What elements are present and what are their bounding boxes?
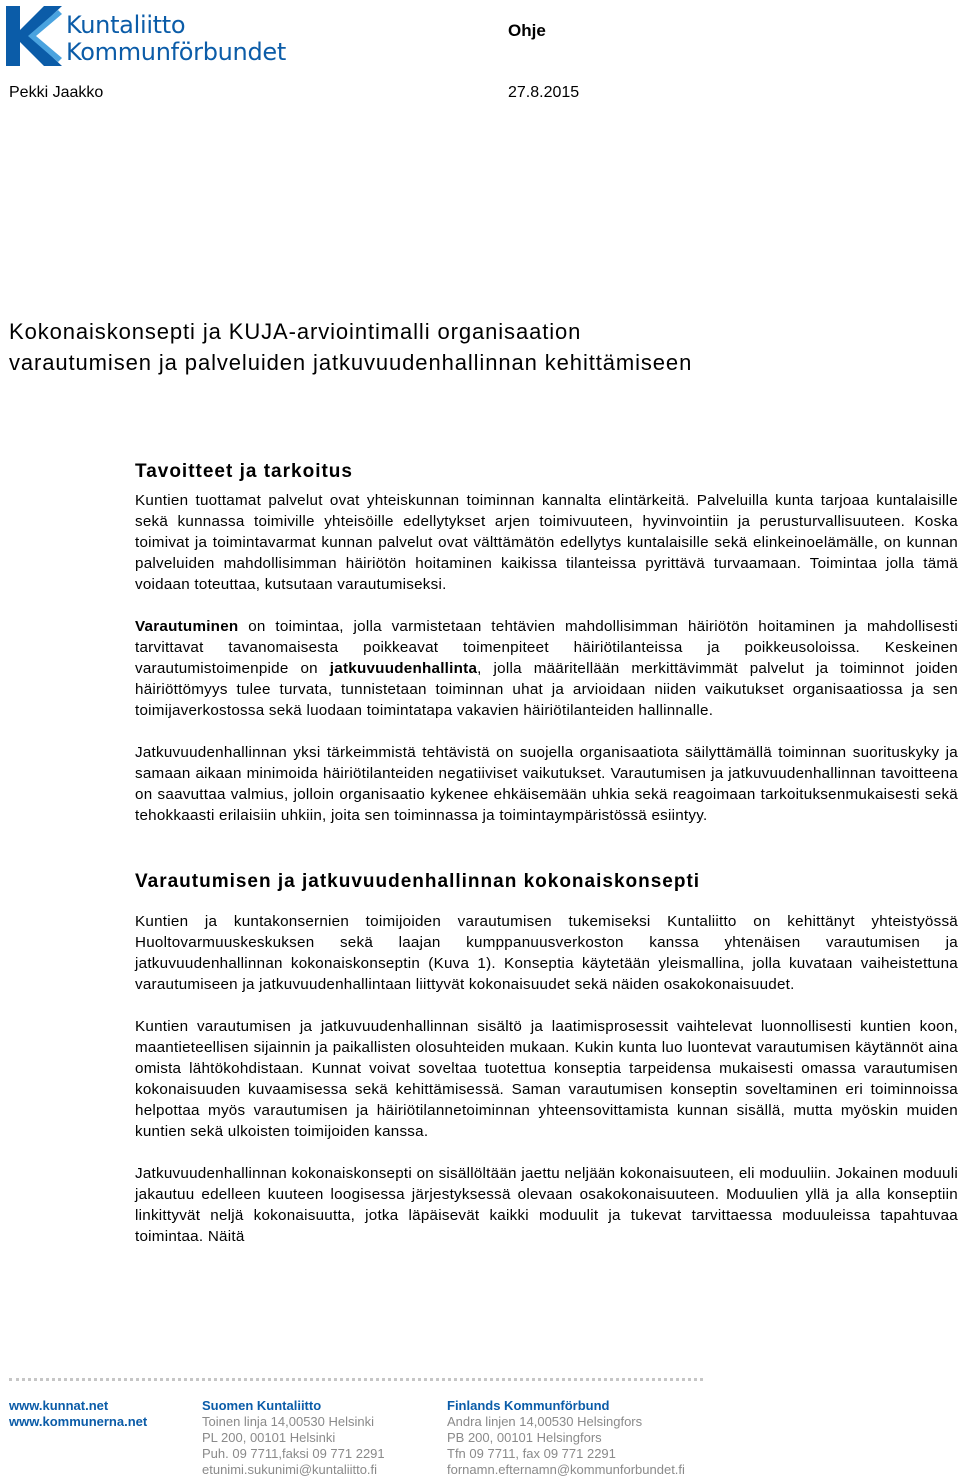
paragraph-concept-2: Kuntien varautumisen ja jatkuvuudenhallinnan sisältö ja laatimisprosessit vaihtelevat luonnollisesti kuntien koon, maantieteellisen sijainnin ja paikallisten olosuhteiden mukaan. Kukin kunta luo luontevat varautumisen käytännöt aina omista lähtökohdistaan. Kunnat voivat soveltaa tuotettua konseptia tarpeidensa mukaisesti omassa varautumisen kokonaisuuden kuvaamisessa sekä kehittämisessä. Saman varautumisen konseptin soveltaminen eri toiminnoissa helpottaa myös varautumisen ja häiriötilannetoiminnan yhteensovittamista kunnan sisällä, mutta myöskin muiden kuntien sekä ulkoisten toimijoiden kanssa. — [135, 1018, 958, 1140]
footer-phone-sv: Tfn 09 7711, fax 09 771 2291 — [447, 1446, 616, 1461]
paragraph-goals-3: Jatkuvuudenhallinnan yksi tärkeimmistä tehtävistä on suojella organisaatiota säilyttämällä toiminnan suorituskyky ja samaan aikaan minimoida häiriötilanteiden negatiiviset vaikutukset. Varautumisen ja jatkuvuudenhallinnan tavoitteena on saavuttaa valmius, jolloin organisaatio kykenee ehkäisemään uhkia sekä reagoimaan tarkoituksenmukaisesti sekä tehokkaasti erilaisiin uhkiin, joita sen toiminnassa ja toimintaympäristössä esiintyy. — [135, 744, 958, 824]
term-varautuminen: Varautuminen — [135, 618, 239, 635]
footer-org-sv: Finlands Kommunförbund — [447, 1398, 610, 1413]
section-heading-concept: Varautumisen ja jatkuvuudenhallinnan kokonaiskonsepti — [135, 871, 701, 892]
footer-link-kommunerna[interactable]: www.kommunerna.net — [9, 1414, 148, 1429]
paragraph-goals-2-part-a: on toimintaa, jolla varmistetaan tehtävien mahdollisimman häiriötön hoitaminen ja mahdollisesti tarvittavat tavanomaisesta poikkeavat toimenpiteet häiriötilanteissa ja poikkeusoloissa. Keskeinen varautumistoimenpide on — [135, 618, 958, 677]
document-body — [135, 460, 958, 1247]
footer-street-sv: Andra linjen 14,00530 Helsingfors — [447, 1414, 643, 1429]
author-name: Pekki Jaakko — [9, 84, 104, 101]
paragraph-concept-1: Kuntien ja kuntakonsernien toimijoiden varautumisen tukemiseksi Kuntaliitto on kehittänyt yhteistyössä Huoltovarmuuskeskuksen sekä laajan kumppanuusverkoston kanssa yhtenäisen varautumisen ja jatkuvuudenhallinnan kokonaiskonseptin (Kuva 1). Konseptia käytetään yleismallina, jolla kuvataan vaiheistettuna varautumiseen ja jatkuvuudenhallintaan liittyvät kokonaisuudet sekä näiden osakokonaisuudet. — [135, 913, 958, 993]
footer-divider — [9, 1378, 703, 1381]
paragraph-goals-2-part-b: , jolla määritellään merkittävimmät palvelut ja toiminnot joiden häiriöttömyys tulee turvata, tunnistetaan toiminnan uhat ja arvioidaan niiden vaikutukset organisaatiossa ja sen toimijaverkostossa sekä luodaan toimintatapa vakavien häiriötilanteiden hallinnalle. — [135, 660, 958, 719]
footer-street-fi: Toinen linja 14,00530 Helsinki — [202, 1414, 375, 1429]
footer-address-fi — [202, 1398, 385, 1478]
footer-link-kunnat[interactable]: www.kunnat.net — [9, 1398, 109, 1413]
section-heading-goals: Tavoitteet ja tarkoitus — [135, 461, 353, 482]
paragraph-goals-1: Kuntien tuottamat palvelut ovat yhteiskunnan toiminnan kannalta elintärkeitä. Palveluilla kunta tarjoaa kuntalaisille sekä kunnassa toimiville yhteisöille edellytykset arjen toimivuuteen, hyvinvointiin ja perusturvallisuuteen. Koska toimivat ja toimintavarmat kunnan palvelut ovat välttämätön edellytys kuntalaisille sekä elinkeinoelämälle, on kunnan palveluiden mahdollisimman häiriötön hoitaminen kaikissa tilanteissa pyrittävä turvaamaan. Toimintaa jolla tämä voidaan toteuttaa, kutsutaan varautumiseksi. — [135, 492, 958, 593]
paragraph-goals-2 — [135, 616, 958, 721]
footer-address-sv — [447, 1398, 685, 1478]
footer-pobox-fi: PL 200, 00101 Helsinki — [202, 1430, 336, 1445]
footer-phone-fi: Puh. 09 7711,faksi 09 771 2291 — [202, 1446, 385, 1461]
term-jatkuvuudenhallinta: jatkuvuudenhallinta — [329, 660, 478, 677]
document-date: 27.8.2015 — [508, 84, 580, 101]
document-type: Ohje — [508, 21, 546, 40]
kuntaliitto-logo — [6, 6, 286, 70]
footer-pobox-sv: PB 200, 00101 Helsingfors — [447, 1430, 602, 1445]
paragraph-concept-3: Jatkuvuudenhallinnan kokonaiskonsepti on sisällöltään jaettu neljään kokonaisuuteen, eli moduuliin. Jokainen moduuli jakautuu edelleen kuuteen loogisessa järjestyksessä olevaan osakokonaisuuteen. Moduulien yllä ja alla konseptiin linkittyvät neljä kokonaisuutta, jotka läpäisevät kaikki moduulit ja tukevat tarvittaessa moduuleissa tapahtuvaa toimintaa. Näitä — [135, 1165, 958, 1245]
footer-email-fi[interactable]: etunimi.sukunimi@kuntaliitto.fi — [202, 1462, 378, 1477]
footer-websites — [9, 1398, 147, 1430]
footer-email-sv[interactable]: fornamn.efternamn@kommunforbundet.fi — [447, 1462, 685, 1477]
logo-text-sv: Kommunförbundet — [66, 38, 286, 66]
footer-org-fi: Suomen Kuntaliitto — [202, 1398, 322, 1413]
kuntaliitto-k-logo-icon — [6, 6, 62, 66]
logo-text-fi: Kuntaliitto — [66, 11, 186, 39]
document-title: Kokonaiskonsepti ja KUJA-arviointimalli organisaation varautumisen ja palveluiden jatkuvuudenhallinnan kehittämiseen — [9, 319, 693, 375]
